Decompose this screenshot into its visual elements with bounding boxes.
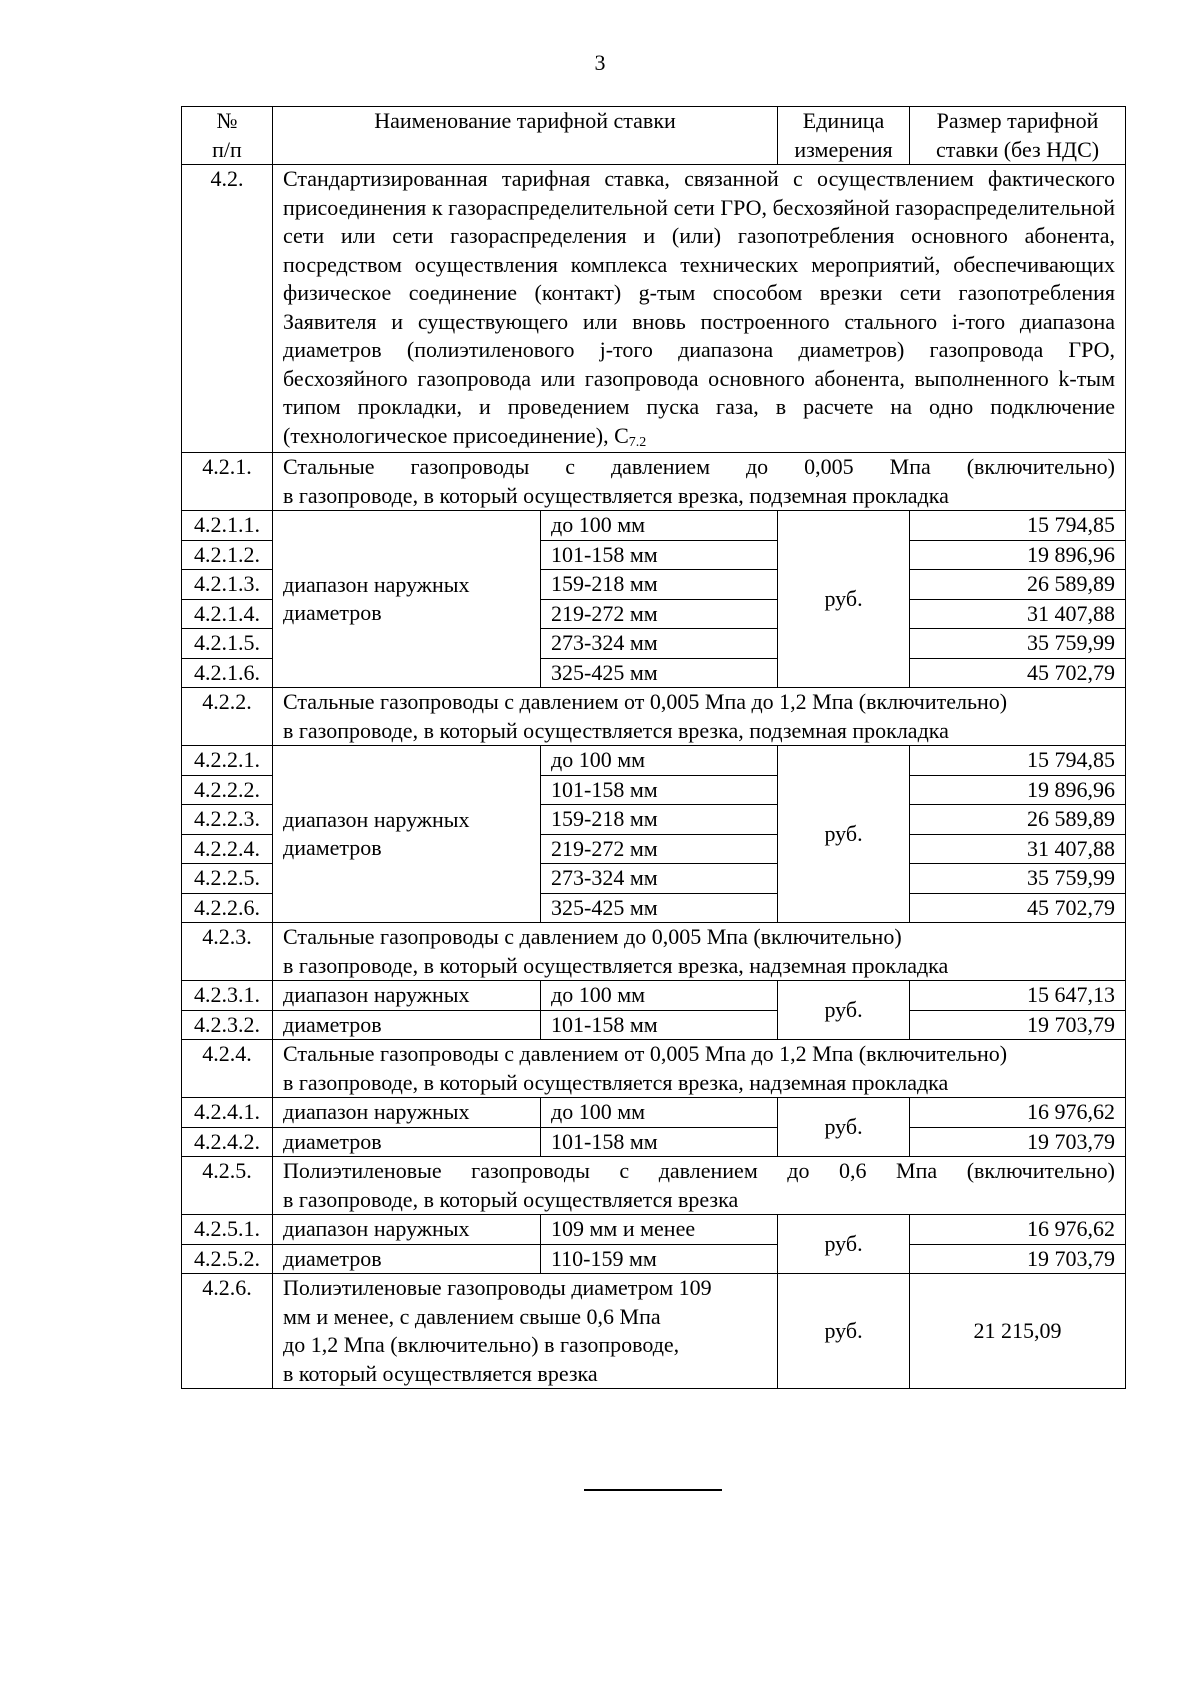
diameter-range: 273-324 мм [541, 629, 778, 659]
row-number: 4.2.2.1. [182, 746, 273, 776]
section-title [273, 1157, 1126, 1215]
row-number: 4.2.1. [182, 453, 273, 511]
tariff-value: 15 794,85 [910, 746, 1126, 776]
diameter-label: диаметров [273, 1127, 541, 1157]
tariff-value: 35 759,99 [910, 864, 1126, 894]
section-row [182, 165, 1126, 453]
table-header-row [182, 107, 1126, 165]
table-row [182, 1010, 1126, 1040]
formula-subscript: 7.2 [628, 434, 647, 450]
diameter-label: диаметров [273, 1010, 541, 1040]
diameter-range: 101-158 мм [541, 775, 778, 805]
section-row [182, 453, 1126, 511]
unit-cell: руб. [778, 1274, 910, 1389]
diameter-range: до 100 мм [541, 1098, 778, 1128]
row-number: 4.2.1.4. [182, 599, 273, 629]
tariff-value: 19 896,96 [910, 540, 1126, 570]
diameter-range: до 100 мм [541, 746, 778, 776]
page-number: 3 [594, 50, 606, 75]
diameter-range: 101-158 мм [541, 1127, 778, 1157]
section-title [273, 688, 1126, 746]
section-title [273, 923, 1126, 981]
diameter-label: диапазон наружных [273, 1098, 541, 1128]
table-row [182, 981, 1126, 1011]
tariff-value: 15 647,13 [910, 981, 1126, 1011]
section-title-line1: Стальные газопроводы с давлением от 0,005 Мпа до 1,2 Мпа (включительно) [283, 689, 1008, 714]
row-number: 4.2.3.1. [182, 981, 273, 1011]
tariff-value: 15 794,85 [910, 511, 1126, 541]
tariff-value: 19 703,79 [910, 1127, 1126, 1157]
diameter-range: 110-159 мм [541, 1244, 778, 1274]
row-number: 4.2.3. [182, 923, 273, 981]
tariff-value: 21 215,09 [910, 1274, 1126, 1389]
section-row [182, 688, 1126, 746]
row-number: 4.2.4.1. [182, 1098, 273, 1128]
row-number: 4.2.2.2. [182, 775, 273, 805]
row-number: 4.2.2.5. [182, 864, 273, 894]
row-number: 4.2.1.3. [182, 570, 273, 600]
table-row [182, 511, 1126, 541]
section-title [273, 1040, 1126, 1098]
table-row [182, 1244, 1126, 1274]
unit-cell: руб. [778, 511, 910, 688]
section-title-line2: в газопроводе, в который осуществляется врезка, подземная прокладка [283, 482, 949, 508]
unit-cell: руб. [778, 981, 910, 1040]
diameter-range: 101-158 мм [541, 540, 778, 570]
section-title [273, 453, 1126, 511]
tariff-value: 19 703,79 [910, 1244, 1126, 1274]
diameter-label: диапазон наружных [273, 981, 541, 1011]
row-number: 4.2.2.3. [182, 805, 273, 835]
section-title-line2: в газопроводе, в который осуществляется врезка, надземная прокладка [283, 1069, 949, 1095]
diameter-range: 325-425 мм [541, 658, 778, 688]
table-row [182, 1127, 1126, 1157]
section-title-line2: в газопроводе, в который осуществляется врезка [283, 1186, 739, 1212]
tariff-value: 35 759,99 [910, 629, 1126, 659]
row-number: 4.2.1.5. [182, 629, 273, 659]
diameter-range: 325-425 мм [541, 893, 778, 923]
diameter-label: диаметров [273, 1244, 541, 1274]
header-name: Наименование тарифной ставки [273, 107, 778, 165]
section-row [182, 1040, 1126, 1098]
row-number: 4.2.4.2. [182, 1127, 273, 1157]
row-number: 4.2.2.6. [182, 893, 273, 923]
row-number: 4.2.2. [182, 688, 273, 746]
diameter-range: 273-324 мм [541, 864, 778, 894]
diameter-range: 101-158 мм [541, 1010, 778, 1040]
header-value: Размер тарифной ставки (без НДС) [910, 107, 1126, 165]
section-title-line2: в газопроводе, в который осуществляется врезка, подземная прокладка [283, 717, 949, 743]
tariff-value: 31 407,88 [910, 599, 1126, 629]
diameter-label: диапазон наружных диаметров [273, 746, 541, 923]
section-description [273, 165, 1126, 453]
diameter-range: до 100 мм [541, 981, 778, 1011]
header-unit: Единица измерения [778, 107, 910, 165]
table-row [182, 746, 1126, 776]
row-number: 4.2.2.4. [182, 834, 273, 864]
diameter-range: до 100 мм [541, 511, 778, 541]
section-description: Полиэтиленовые газопроводы диаметром 109 мм и менее, с давлением свыше 0,6 Мпа до 1,2 Мпа (включительно) в газопроводе, в который осуществляется врезка [273, 1274, 778, 1389]
row-number: 4.2.1.2. [182, 540, 273, 570]
row-number: 4.2.5.2. [182, 1244, 273, 1274]
diameter-range: 159-218 мм [541, 805, 778, 835]
tariff-value: 19 896,96 [910, 775, 1126, 805]
unit-cell: руб. [778, 746, 910, 923]
section-title-line1: Стальные газопроводы с давлением до 0,005 Мпа (включительно) [283, 924, 902, 949]
diameter-range: 159-218 мм [541, 570, 778, 600]
tariff-value: 19 703,79 [910, 1010, 1126, 1040]
tariff-value: 16 976,62 [910, 1098, 1126, 1128]
section-title-line1: Стальные газопроводы с давлением от 0,005 Мпа до 1,2 Мпа (включительно) [283, 1041, 1008, 1066]
row-number: 4.2.6. [182, 1274, 273, 1389]
row-number: 4.2.5.1. [182, 1215, 273, 1245]
unit-cell: руб. [778, 1215, 910, 1274]
diameter-range: 219-272 мм [541, 834, 778, 864]
diameter-label: диапазон наружных диаметров [273, 511, 541, 688]
diameter-range: 219-272 мм [541, 599, 778, 629]
section-title-line2: в газопроводе, в который осуществляется врезка, надземная прокладка [283, 952, 949, 978]
row-number: 4.2.1.6. [182, 658, 273, 688]
tariff-value: 31 407,88 [910, 834, 1126, 864]
tariff-table [181, 106, 1126, 1389]
section-row [182, 1157, 1126, 1215]
diameter-label: диапазон наружных [273, 1215, 541, 1245]
tariff-value: 16 976,62 [910, 1215, 1126, 1245]
table-row [182, 1098, 1126, 1128]
tariff-value: 26 589,89 [910, 570, 1126, 600]
section-title-line1: Стальные газопроводы с давлением до 0,005 Мпа (включительно) [283, 454, 1116, 479]
footer-divider [584, 1489, 722, 1491]
table-row [182, 1215, 1126, 1245]
table-row [182, 1274, 1126, 1389]
section-title-line1: Полиэтиленовые газопроводы с давлением до 0,6 Мпа (включительно) [283, 1158, 1116, 1183]
tariff-value: 45 702,79 [910, 893, 1126, 923]
section-row [182, 923, 1126, 981]
row-number: 4.2. [182, 165, 273, 453]
unit-cell: руб. [778, 1098, 910, 1157]
row-number: 4.2.4. [182, 1040, 273, 1098]
header-number: № п/п [182, 107, 273, 165]
tariff-value: 45 702,79 [910, 658, 1126, 688]
row-number: 4.2.1.1. [182, 511, 273, 541]
section-text: Стандартизированная тарифная ставка, связанной с осуществлением фактического присоединения к газораспределительной сети ГРО, бесхозяйной газораспределительной сети или сети газораспределения и (или) газопотребления основного абонента, посредством осуществления комплекса технических мероприятий, обеспечивающих физическое соединение (контакт) g-тым способом врезки сети газопотребления Заявителя и существующего или вновь построенного стального i-того диапазона диаметров (полиэтиленового j-того диапазона диаметров) газопровода ГРО, бесхозяйного газопровода или газопровода основного абонента, выполненного k-тым типом прокладки, и проведением пуска газа, в расчете на одно подключение (технологическое присоединение), С [283, 166, 1116, 448]
row-number: 4.2.3.2. [182, 1010, 273, 1040]
row-number: 4.2.5. [182, 1157, 273, 1215]
diameter-range: 109 мм и менее [541, 1215, 778, 1245]
tariff-value: 26 589,89 [910, 805, 1126, 835]
